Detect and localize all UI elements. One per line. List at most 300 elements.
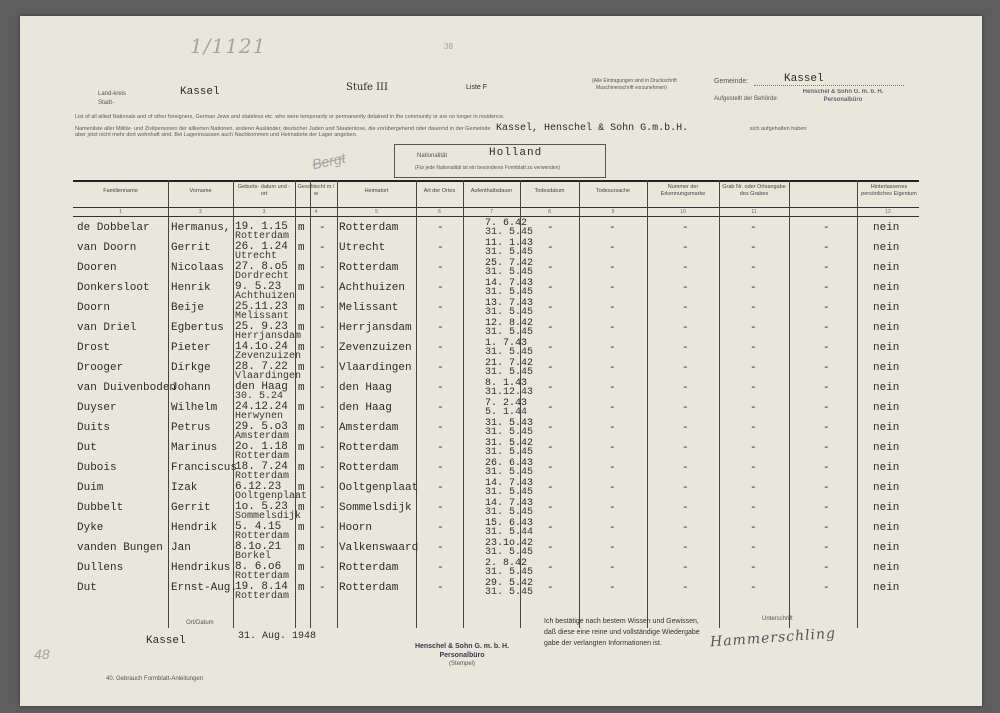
register-table (73, 180, 919, 628)
death-cause-dash: - (609, 282, 616, 294)
kreis-value: Kassel (180, 86, 220, 98)
footer-place-label: Ort/Datum (186, 620, 214, 626)
sex-w-dash: - (319, 342, 326, 354)
liste-label: Liste F (466, 84, 488, 91)
death-date-dash: - (547, 342, 554, 354)
sex-w-dash: - (319, 222, 326, 234)
column-number-divider (73, 216, 919, 217)
stay-to-cell: 31. 5.45 (485, 587, 534, 598)
document-sheet (20, 16, 982, 706)
sex-cell: m (298, 382, 305, 394)
col-head-birth: Geburts- datum und -ort (237, 184, 291, 197)
tag-number-dash: - (682, 462, 689, 474)
extra-dash: - (823, 422, 830, 434)
death-cause-dash: - (609, 222, 616, 234)
stay-to-cell: 31. 5.45 (485, 547, 534, 558)
stay-to-cell: 31. 5.45 (485, 447, 534, 458)
col-head-art: Art der Ortes (423, 188, 456, 194)
stay-from-cell: 23.1o.42 (485, 538, 534, 549)
footer-stamp-line-2: Personalbüro (439, 652, 485, 659)
header-divider (73, 207, 919, 208)
surname-cell: Dut (77, 442, 97, 454)
birth-place-cell: Dordrecht (235, 271, 290, 282)
firstname-cell: Hendrik (171, 522, 218, 534)
table-row (73, 500, 919, 520)
nationality-note: (Für jede Nationalität ist ein besonderes Formblatt zu verwenden) (415, 165, 561, 171)
stay-from-cell: 21. 7.42 (485, 358, 534, 369)
col-num-10: 10 (680, 209, 686, 215)
firstname-cell: Izak (171, 482, 198, 494)
property-cell: nein (873, 502, 900, 514)
sex-w-dash: - (319, 422, 326, 434)
extra-dash: - (823, 462, 830, 474)
sex-cell: m (298, 302, 305, 314)
table-row (73, 460, 919, 480)
stay-to-cell: 5. 1.44 (485, 407, 528, 418)
col-num-7: 7 (490, 209, 493, 215)
death-cause-dash: - (609, 322, 616, 334)
grave-dash: - (750, 402, 757, 414)
property-cell: nein (873, 582, 900, 594)
aufgestellt-label: Aufgestellt der Behörde: (714, 96, 779, 102)
death-cause-dash: - (609, 422, 616, 434)
stay-to-cell: 31. 5.45 (485, 287, 534, 298)
property-cell: nein (873, 442, 900, 454)
certification-text (544, 616, 700, 649)
art-dash: - (437, 342, 444, 354)
surname-cell: Duits (77, 422, 111, 434)
home-cell: Rotterdam (339, 442, 399, 454)
col-head-firstname: Vorname (189, 188, 212, 194)
table-row (73, 440, 919, 460)
grave-dash: - (750, 482, 757, 494)
table-row (73, 520, 919, 540)
art-dash: - (437, 482, 444, 494)
sex-cell: m (298, 222, 305, 234)
death-cause-dash: - (609, 462, 616, 474)
sex-cell: m (298, 422, 305, 434)
firstname-cell: Petrus (171, 422, 211, 434)
sex-cell: m (298, 282, 305, 294)
col-head-tag-number: Nummer der Erkennungsmarke (660, 184, 706, 197)
sex-cell: m (298, 362, 305, 374)
home-cell: Rotterdam (339, 462, 399, 474)
death-date-dash: - (547, 322, 554, 334)
stay-to-cell: 31. 5.45 (485, 267, 534, 278)
firstname-cell: Beije (171, 302, 205, 314)
extra-dash: - (823, 262, 830, 274)
death-cause-dash: - (609, 582, 616, 594)
death-date-dash: - (547, 462, 554, 474)
home-cell: Ooltgenplaat (339, 482, 419, 494)
birth-place-cell: Borkel (235, 551, 272, 562)
cert-line-3: gabe der verlangten Informationen ist. (544, 640, 662, 647)
sex-cell: m (298, 542, 305, 554)
grave-dash: - (750, 562, 757, 574)
sex-w-dash: - (319, 262, 326, 274)
birth-place-cell: Rotterdam (235, 531, 290, 542)
grave-dash: - (750, 462, 757, 474)
birth-place-cell: Ooltgenplaat (235, 491, 308, 502)
cert-line-1: Ich bestätige nach bestem Wissen und Gewissen, (544, 618, 699, 625)
sex-w-dash: - (319, 282, 326, 294)
tag-number-dash: - (682, 302, 689, 314)
birth-place-cell: Rotterdam (235, 231, 290, 242)
home-cell: Sommelsdijk (339, 502, 412, 514)
stay-to-cell: 31. 5.45 (485, 427, 534, 438)
tag-number-dash: - (682, 482, 689, 494)
death-cause-dash: - (609, 362, 616, 374)
firstname-cell: Hermanus, (171, 222, 231, 234)
stay-to-cell: 31. 5.45 (485, 347, 534, 358)
firstname-cell: Hendrikus (171, 562, 231, 574)
sex-cell: m (298, 402, 305, 414)
stay-from-cell: 2. 8.42 (485, 558, 528, 569)
sex-w-dash: - (319, 442, 326, 454)
stay-from-cell: 7. 2.43 (485, 398, 528, 409)
handwritten-small-number: 38 (444, 42, 453, 51)
property-cell: nein (873, 262, 900, 274)
sex-w-dash: - (319, 562, 326, 574)
col-num-11: 11 (751, 209, 757, 215)
surname-cell: Dullens (77, 562, 124, 574)
property-cell: nein (873, 382, 900, 394)
signature-label: Unterschrift (762, 616, 793, 622)
surname-cell: de Dobbelar (77, 222, 150, 234)
stay-from-cell: 13. 7.43 (485, 298, 534, 309)
tag-number-dash: - (682, 362, 689, 374)
sex-cell: m (298, 342, 305, 354)
property-cell: nein (873, 402, 900, 414)
col-head-stay: Aufenthaltsdauer (470, 188, 513, 194)
sex-w-dash: - (319, 402, 326, 414)
table-row (73, 280, 919, 300)
extra-dash: - (823, 382, 830, 394)
table-top-rule (73, 180, 919, 182)
home-cell: Amsterdam (339, 422, 399, 434)
property-cell: nein (873, 422, 900, 434)
birth-date-cell: 19. 8.14 (235, 581, 288, 593)
instruction-line-3: aber jetzt nicht mehr dort wohnhaft sind. Bei Lagerinsassen auch Nachkommen und Heimatorte der Lager angeben. (75, 132, 358, 138)
birth-date-cell: 28. 7.22 (235, 361, 288, 373)
death-cause-dash: - (609, 442, 616, 454)
surname-cell: Dubbelt (77, 502, 124, 514)
death-date-dash: - (547, 382, 554, 394)
tag-number-dash: - (682, 522, 689, 534)
extra-dash: - (823, 502, 830, 514)
stay-from-cell: 31. 5.42 (485, 438, 534, 449)
art-dash: - (437, 502, 444, 514)
sex-w-dash: - (319, 522, 326, 534)
tag-number-dash: - (682, 222, 689, 234)
art-dash: - (437, 362, 444, 374)
col-head-death-date: Todesdatum (534, 188, 565, 194)
table-row (73, 540, 919, 560)
birth-place-cell: Utrecht (235, 251, 278, 262)
property-cell: nein (873, 362, 900, 374)
surname-cell: Dyke (77, 522, 104, 534)
header-company-stamp (788, 88, 898, 104)
sex-w-dash: - (319, 382, 326, 394)
stay-to-cell: 31.12.43 (485, 387, 534, 398)
death-cause-dash: - (609, 522, 616, 534)
footer-place: Kassel (146, 635, 186, 647)
death-cause-dash: - (609, 482, 616, 494)
col-head-grave: Grab Nr. oder Ortsangabe des Grabes (722, 184, 786, 197)
sex-cell: m (298, 462, 305, 474)
tag-number-dash: - (682, 562, 689, 574)
birth-place-cell: Melissant (235, 311, 290, 322)
birth-date-cell: 5. 4.15 (235, 521, 282, 533)
birth-date-cell: 24.12.24 (235, 401, 288, 413)
surname-cell: van Driel (77, 322, 137, 334)
sex-w-dash: - (319, 322, 326, 334)
handwritten-side-number: 48 (34, 646, 50, 662)
stay-to-cell: 31. 5.45 (485, 487, 534, 498)
birth-place-cell: Rotterdam (235, 571, 290, 582)
death-date-dash: - (547, 282, 554, 294)
firstname-cell: Egbertus (171, 322, 224, 334)
surname-cell: Drooger (77, 362, 124, 374)
birth-place-cell: Achthuizen (235, 291, 296, 302)
land-kreis-label: Land-kreis (98, 91, 127, 97)
birth-date-cell: 25. 9.23 (235, 321, 288, 333)
grave-dash: - (750, 542, 757, 554)
birth-date-cell: 9. 5.23 (235, 281, 282, 293)
instruction-company: Kassel, Henschel & Sohn G.m.b.H. (496, 123, 689, 134)
firstname-cell: Dirkge (171, 362, 211, 374)
col-num-2: 2 (199, 209, 202, 215)
extra-dash: - (823, 222, 830, 234)
table-row (73, 480, 919, 500)
birth-date-cell: 6.12.23 (235, 481, 282, 493)
col-head-sex: Geschlecht m / w (297, 184, 335, 197)
birth-place-cell: Rotterdam (235, 451, 290, 462)
art-dash: - (437, 542, 444, 554)
surname-cell: Donkersloot (77, 282, 150, 294)
property-cell: nein (873, 462, 900, 474)
tag-number-dash: - (682, 322, 689, 334)
surname-cell: Duim (77, 482, 104, 494)
table-row (73, 300, 919, 320)
birth-date-cell: 1o. 5.23 (235, 501, 288, 513)
stay-from-cell: 1. 7.43 (485, 338, 528, 349)
grave-dash: - (750, 522, 757, 534)
firstname-cell: Ernst-Aug. (171, 582, 238, 594)
birth-date-cell: 26. 1.24 (235, 241, 288, 253)
property-cell: nein (873, 562, 900, 574)
death-date-dash: - (547, 242, 554, 254)
surname-cell: van Doorn (77, 242, 137, 254)
death-date-dash: - (547, 502, 554, 514)
art-dash: - (437, 282, 444, 294)
col-num-1: 1 (119, 209, 122, 215)
home-cell: Melissant (339, 302, 399, 314)
birth-date-cell: 29. 5.o3 (235, 421, 288, 433)
tag-number-dash: - (682, 342, 689, 354)
birth-place-cell: Vlaardingen (235, 371, 302, 382)
stay-to-cell: 31. 5.45 (485, 507, 534, 518)
art-dash: - (437, 442, 444, 454)
birth-date-cell: 19. 1.15 (235, 221, 288, 233)
nationality-value: Holland (489, 147, 543, 159)
sex-w-dash: - (319, 242, 326, 254)
corner-note-2: Maschinenschrift vorzunehmen) (596, 85, 667, 91)
art-dash: - (437, 262, 444, 274)
art-dash: - (437, 462, 444, 474)
firstname-cell: Johann (171, 382, 211, 394)
property-cell: nein (873, 342, 900, 354)
nationality-label: Nationalität (417, 153, 448, 159)
bottom-note: 40. Gebrauch Formblatt-Anleitungen (106, 676, 204, 682)
sex-w-dash: - (319, 482, 326, 494)
property-cell: nein (873, 242, 900, 254)
home-cell: Rotterdam (339, 262, 399, 274)
death-cause-dash: - (609, 382, 616, 394)
property-cell: nein (873, 322, 900, 334)
death-date-dash: - (547, 482, 554, 494)
sex-w-dash: - (319, 462, 326, 474)
table-row (73, 220, 919, 240)
table-row (73, 320, 919, 340)
home-cell: Achthuizen (339, 282, 406, 294)
death-date-dash: - (547, 582, 554, 594)
home-cell: Valkenswaard (339, 542, 419, 554)
sex-cell: m (298, 562, 305, 574)
art-dash: - (437, 402, 444, 414)
death-cause-dash: - (609, 242, 616, 254)
birth-place-cell: Herwynen (235, 411, 284, 422)
sex-w-dash: - (319, 362, 326, 374)
birth-date-cell: 8.1o.21 (235, 541, 282, 553)
art-dash: - (437, 522, 444, 534)
extra-dash: - (823, 542, 830, 554)
firstname-cell: Jan (171, 542, 191, 554)
col-num-5: 5 (375, 209, 378, 215)
home-cell: Zevenzuizen (339, 342, 412, 354)
tag-number-dash: - (682, 242, 689, 254)
death-date-dash: - (547, 522, 554, 534)
col-num-4: 4 (314, 209, 318, 215)
grave-dash: - (750, 282, 757, 294)
corner-note-1: (Alle Eintragungen sind in Druckschrift (592, 78, 677, 84)
extra-dash: - (823, 562, 830, 574)
death-date-dash: - (547, 222, 554, 234)
col-num-8: 8 (548, 209, 551, 215)
death-date-dash: - (547, 362, 554, 374)
death-date-dash: - (547, 262, 554, 274)
surname-cell: Duyser (77, 402, 117, 414)
home-cell: den Haag (339, 382, 392, 394)
footer-date: 31. Aug. 1948 (238, 631, 317, 642)
sex-cell: m (298, 262, 305, 274)
firstname-cell: Gerrit (171, 242, 211, 254)
art-dash: - (437, 382, 444, 394)
stay-from-cell: 26. 6.43 (485, 458, 534, 469)
col-num-6: 6 (438, 209, 441, 215)
surname-cell: van Duivenboden (77, 382, 177, 394)
tag-number-dash: - (682, 422, 689, 434)
home-cell: Herrjansdam (339, 322, 412, 334)
birth-place-cell: Herrjansdam (235, 331, 302, 342)
death-date-dash: - (547, 542, 554, 554)
tag-number-dash: - (682, 382, 689, 394)
sex-w-dash: - (319, 582, 326, 594)
sex-w-dash: - (319, 502, 326, 514)
stay-to-cell: 31. 5.45 (485, 247, 534, 258)
stay-from-cell: 14. 7.43 (485, 478, 534, 489)
birth-place-cell: Rotterdam (235, 471, 290, 482)
birth-date-cell: 14.1o.24 (235, 341, 288, 353)
grave-dash: - (750, 322, 757, 334)
table-row (73, 380, 919, 400)
grave-dash: - (750, 362, 757, 374)
sex-w-dash: - (319, 542, 326, 554)
col-head-property: Hinterlassenes persönliches Eigentum (861, 184, 917, 197)
home-cell: Hoorn (339, 522, 373, 534)
firstname-cell: Franciscus (171, 462, 238, 474)
sex-cell: m (298, 502, 305, 514)
sex-cell: m (298, 522, 305, 534)
stay-to-cell: 31. 5.44 (485, 527, 534, 538)
stay-from-cell: 8. 1.43 (485, 378, 528, 389)
art-dash: - (437, 582, 444, 594)
tag-number-dash: - (682, 502, 689, 514)
grave-dash: - (750, 382, 757, 394)
gemeinde-value: Kassel (754, 73, 904, 86)
surname-cell: Drost (77, 342, 111, 354)
art-dash: - (437, 422, 444, 434)
grave-dash: - (750, 582, 757, 594)
grave-dash: - (750, 302, 757, 314)
extra-dash: - (823, 582, 830, 594)
extra-dash: - (823, 282, 830, 294)
stay-from-cell: 11. 1.43 (485, 238, 534, 249)
header-stamp-line-1: Henschel & Sohn G. m. b. H. (802, 89, 884, 95)
grave-dash: - (750, 242, 757, 254)
grave-dash: - (750, 222, 757, 234)
stay-from-cell: 25. 7.42 (485, 258, 534, 269)
table-row (73, 340, 919, 360)
firstname-cell: Pieter (171, 342, 211, 354)
sex-w-dash: - (319, 302, 326, 314)
sex-cell: m (298, 322, 305, 334)
crossed-pencil-word (311, 150, 347, 173)
sex-cell: m (298, 442, 305, 454)
home-cell: den Haag (339, 402, 392, 414)
firstname-cell: Henrik (171, 282, 211, 294)
stay-from-cell: 14. 7.43 (485, 498, 534, 509)
birth-place-cell: Rotterdam (235, 591, 290, 602)
firstname-cell: Gerrit (171, 502, 211, 514)
tag-number-dash: - (682, 582, 689, 594)
instruction-line-1: List of all allied Nationals and of other foreigners, German Jews and stateless etc. who were temporarily or permanently detained in the community or are no longer in residence. (75, 114, 505, 120)
birth-place-cell: Amsterdam (235, 431, 290, 442)
table-row (73, 580, 919, 600)
death-cause-dash: - (609, 542, 616, 554)
stay-from-cell: 14. 7.43 (485, 278, 534, 289)
extra-dash: - (823, 322, 830, 334)
stay-from-cell: 7. 6.42 (485, 218, 528, 229)
col-num-9: 9 (611, 209, 615, 215)
stay-from-cell: 29. 5.42 (485, 578, 534, 589)
grave-dash: - (750, 342, 757, 354)
table-row (73, 560, 919, 580)
surname-cell: vanden Bungen (77, 542, 163, 554)
instruction-line-2-pre: Namenliste aller Militär- und Zivilpersonen der alliierten Nationen, anderer Ausländer, deutscher Juden und Staatenlose, die vorübergehend oder dauernd in der Gemeinde (75, 126, 491, 132)
gemeinde-label: Gemeinde: (714, 78, 749, 85)
grave-dash: - (750, 262, 757, 274)
